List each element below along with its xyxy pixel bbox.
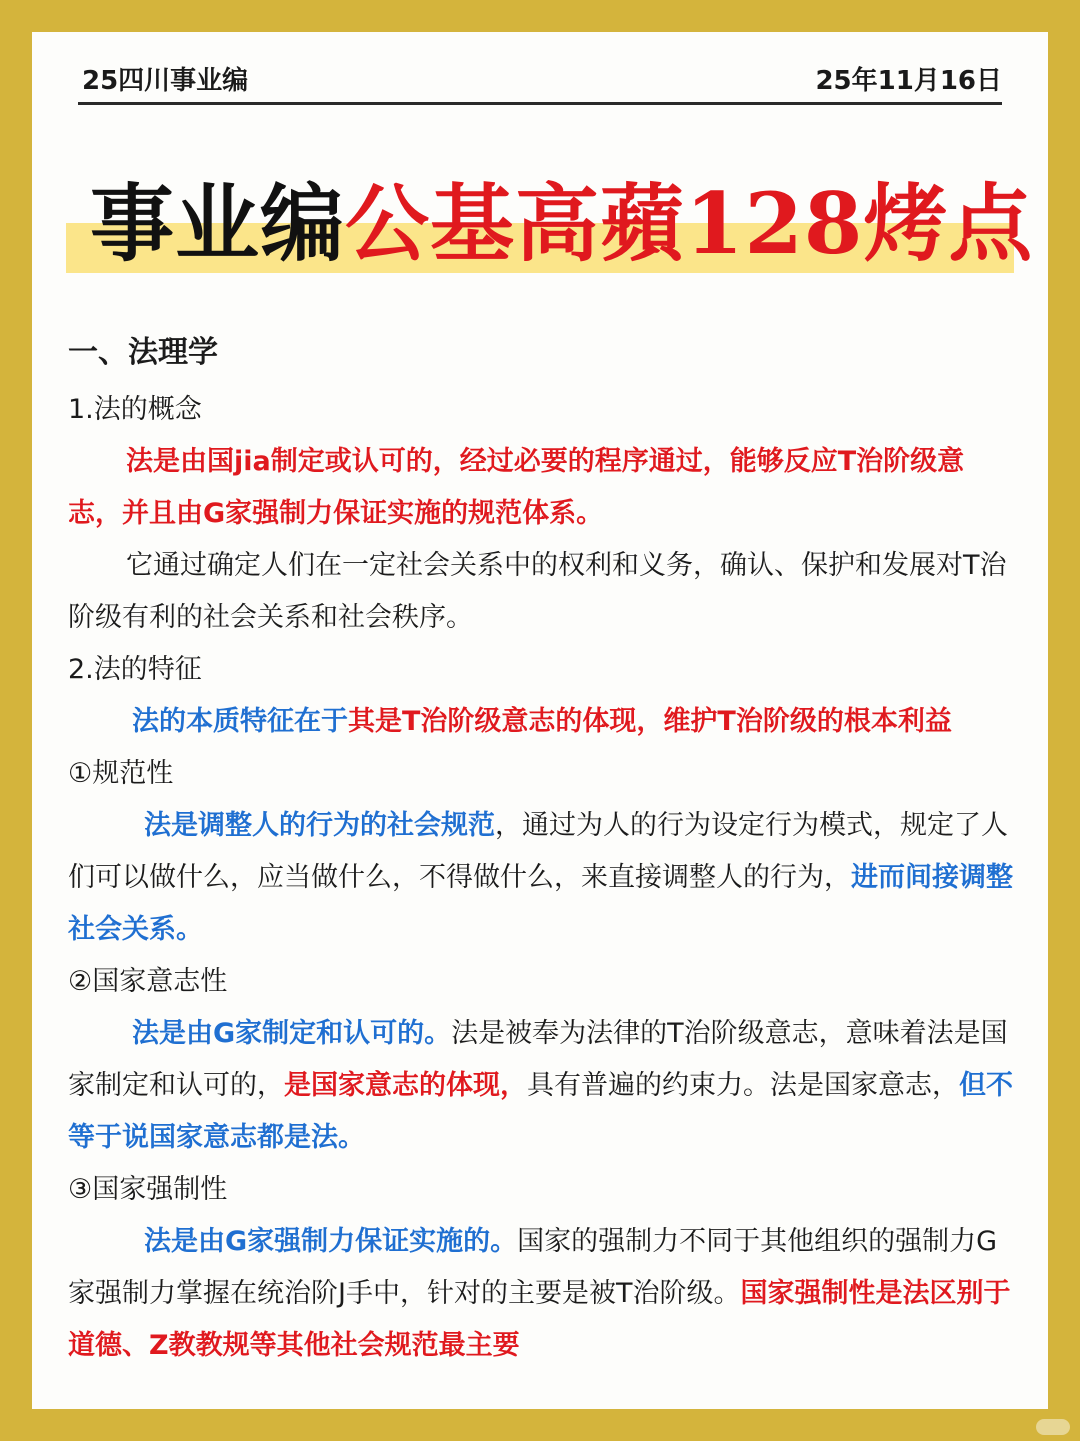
watermark-logo (1036, 1419, 1070, 1435)
features-essence: 法的本质特征在于其是T治阶级意志的体现，维护T治阶级的根本利益 (132, 706, 952, 737)
header-divider (78, 102, 1002, 105)
title-red: 公基高蘋128烤点 (345, 174, 1034, 273)
subheading-concept: 1.法的概念 (68, 394, 202, 425)
feature-coercion-body: 法是由G家强制力保证实施的。国家的强制力不同于其他组织的强制力G家强制力掌握在统治阶J手中，针对的主要是被T治阶级。国家强制性是法区别于道德、Z教教规等其他社会规范最主要 (68, 1226, 1011, 1361)
section-heading: 一、法理学 (68, 335, 218, 370)
title-black: 事业编 (90, 174, 346, 273)
concept-body: 它通过确定人们在一定社会关系中的权利和义务，确认、保护和发展对T治阶级有利的社会关系和社会秩序。 (68, 550, 1007, 633)
subheading-features: 2.法的特征 (68, 654, 202, 685)
content (68, 322, 1014, 1372)
header-date: 25年11月16日 (815, 66, 1002, 96)
header-tag: 25四川事业编 (82, 66, 249, 96)
feature-normativity-body: 法是调整人的行为的社会规范，通过为人的行为设定行为模式，规定了人们可以做什么，应当做什么，不得做什么，来直接调整人的行为，进而间接调整社会关系。 (68, 810, 1013, 945)
concept-definition: 法是由国jia制定或认可的，经过必要的程序通过，能够反应T治阶级意志，并且由G家强制力保证实施的规范体系。 (68, 446, 965, 529)
feature-coercion-heading: ③国家强制性 (68, 1174, 228, 1205)
feature-normativity-heading: ①规范性 (68, 758, 174, 789)
note-card (32, 32, 1048, 1409)
feature-state-will-heading: ②国家意志性 (68, 966, 228, 997)
feature-state-will-body: 法是由G家制定和认可的。法是被奉为法律的T治阶级意志，意味着法是国家制定和认可的，是国家意志的体现，具有普遍的约束力。法是国家意志，但不等于说国家意志都是法。 (68, 1018, 1013, 1153)
header-row (82, 60, 1002, 97)
page-title (90, 174, 1033, 275)
